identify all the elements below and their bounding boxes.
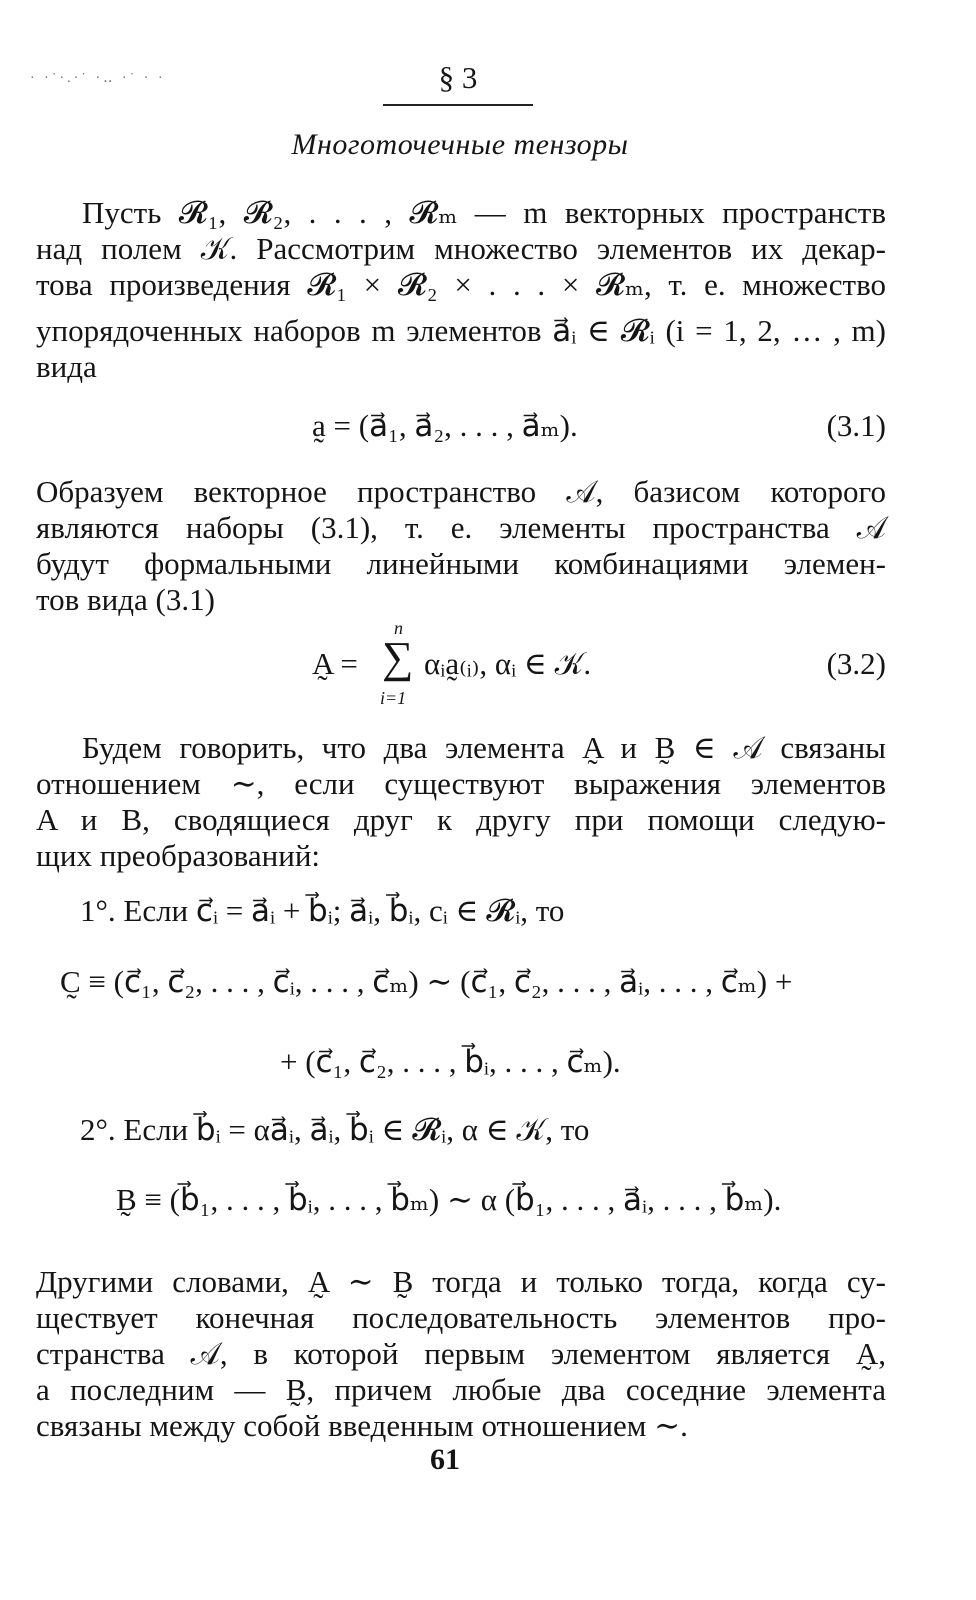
sum-upper-limit: n <box>394 618 403 638</box>
text-line: упорядоченных наборов m элементов a⃗ᵢ ∈ 𝓡ᵢ (i = 1, 2, … , m) <box>36 313 886 348</box>
text-line: являются наборы (3.1), т. е. элементы пространства 𝒜 <box>36 510 886 545</box>
page-number: 61 <box>430 1443 460 1476</box>
section-number: § 3 <box>438 60 478 95</box>
equation-number-3-1: (3.1) <box>826 408 886 443</box>
text-line: над полем 𝒦. Рассмотрим множество элементов их декар- <box>36 231 886 266</box>
formula-3-2 <box>312 618 672 718</box>
text-line: а последним — B̰, причем любые два соседние элемента <box>36 1372 886 1407</box>
text-line: Другими словами, A̰ ∼ B̰ тогда и только тогда, когда су- <box>36 1264 886 1299</box>
sum-symbol: ∑ <box>382 633 414 682</box>
paragraph-space-A <box>36 474 886 618</box>
paragraph-intro <box>36 195 886 385</box>
text-line: связаны между собой введенным отношением ∼. <box>36 1408 688 1443</box>
section-rule <box>383 104 533 106</box>
text-line: Образуем векторное пространство 𝒜, базисом которого <box>36 474 886 509</box>
equation-number-3-2: (3.2) <box>826 646 886 681</box>
rule-1-condition: 1°. Если c⃗ᵢ = a⃗ᵢ + b⃗ᵢ; a⃗ᵢ, b⃗ᵢ, cᵢ ∈ 𝓡ᵢ, то <box>80 893 565 928</box>
text-line: ществует конечная последовательность элементов про- <box>36 1300 886 1335</box>
rule-1-formula-line-2: + (c⃗₁, c⃗₂, . . . , b⃗ᵢ, . . . , c⃗ₘ). <box>280 1044 621 1079</box>
rule-1-formula-line-1: C̰ ≡ (c⃗₁, c⃗₂, . . . , c⃗ᵢ, . . . , c⃗ₘ) ∼ (c⃗₁, c⃗₂, . . . , a⃗ᵢ, . . . , c⃗ₘ) + <box>60 964 793 999</box>
text-line: отношением ∼, если существуют выражения элементов <box>36 766 886 801</box>
paragraph-relation <box>36 730 886 874</box>
formula-3-2-lhs: A̰ = <box>312 646 358 681</box>
text-line: будут формальными линейными комбинациями элемен- <box>36 546 886 581</box>
text-line: Пусть 𝓡₁, 𝓡₂, . . . , 𝓡ₘ — m векторных пространств <box>82 195 886 230</box>
text-line: тов вида (3.1) <box>36 582 215 617</box>
text-line: вида <box>36 349 97 384</box>
formula-3-2-rhs: αᵢa̰₍ᵢ₎, αᵢ ∈ 𝒦. <box>424 646 592 681</box>
text-line: това произведения 𝓡₁ × 𝓡₂ × . . . × 𝓡ₘ, т. е. множество <box>36 267 886 302</box>
paragraph-summary <box>36 1264 886 1444</box>
text-line: странства 𝒜, в которой первым элементом является A̰, <box>36 1336 886 1371</box>
text-line: Будем говорить, что два элемента A̰ и B̰ ∈ 𝒜 связаны <box>82 730 886 765</box>
text-line: щих преобразований: <box>36 838 321 873</box>
section-title: Многоточечные тензоры <box>291 128 629 161</box>
scan-specks: · ·˙·.·˙ ·‥ ·˙ · · <box>30 71 166 86</box>
rule-2-condition: 2°. Если b⃗ᵢ = αa⃗ᵢ, a⃗ᵢ, b⃗ᵢ ∈ 𝓡ᵢ, α ∈ 𝒦, то <box>80 1112 590 1147</box>
formula-3-1: a̰ = (a⃗₁, a⃗₂, . . . , a⃗ₘ). <box>312 408 578 443</box>
text-line: A и B, сводящиеся друг к другу при помощи следую- <box>36 802 886 837</box>
sum-lower-limit: i=1 <box>380 688 407 708</box>
rule-2-formula: B̰ ≡ (b⃗₁, . . . , b⃗ᵢ, . . . , b⃗ₘ) ∼ α (b⃗₁, . . . , a⃗ᵢ, . . . , b⃗ₘ). <box>116 1182 782 1217</box>
